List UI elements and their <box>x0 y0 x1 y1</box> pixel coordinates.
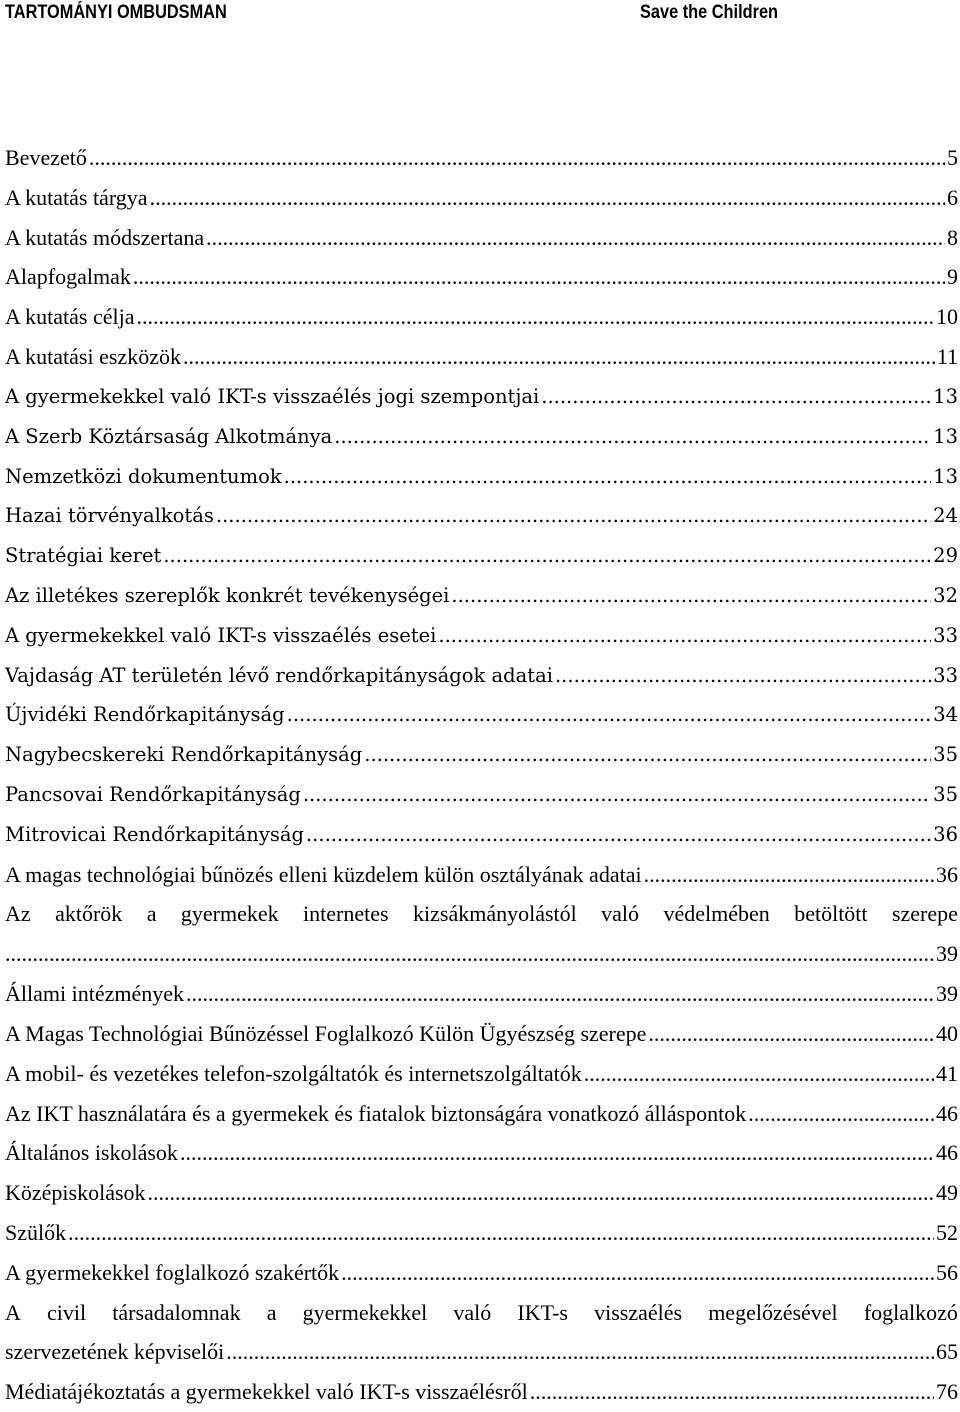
toc-entry-page: 13 <box>933 384 958 408</box>
toc-entry-title-word: A <box>5 1299 21 1325</box>
toc-leader <box>451 576 931 616</box>
toc-entry-title-word: Az <box>5 901 31 927</box>
toc-entry-title-word: társadalomnak <box>112 1299 241 1325</box>
toc-leader <box>216 496 931 536</box>
toc-entry[interactable] <box>5 815 958 855</box>
toc-entry-title: Hazai törvényalkotás <box>5 504 214 528</box>
toc-entry-title-word: szerepe <box>891 901 958 927</box>
toc-leader <box>148 1173 934 1213</box>
toc-entry-page: 32 <box>933 583 958 607</box>
toc-leader <box>226 1332 934 1372</box>
toc-entry-title: Vajdaság AT területén lévő rendőrkapitányságok adatai <box>5 663 553 687</box>
toc-entry-title: Bevezető <box>5 145 87 170</box>
toc-entry-page: 10 <box>936 304 958 330</box>
toc-entry-title: Állami intézmények <box>5 981 184 1007</box>
toc-entry-page: 39 <box>936 981 958 1007</box>
toc-entry-page: 46 <box>936 1100 958 1126</box>
toc-leader <box>206 218 945 258</box>
toc-entry-page: 49 <box>936 1180 958 1206</box>
toc-entry-title-word: betöltött <box>794 901 868 927</box>
toc-entry[interactable] <box>5 974 958 1014</box>
toc-leader <box>137 297 934 337</box>
toc-entry[interactable] <box>5 1094 958 1134</box>
toc-entry-title-word: visszaélés <box>594 1299 683 1325</box>
toc-entry-page: 52 <box>936 1219 958 1245</box>
toc-entry-page: 8 <box>947 224 958 250</box>
toc-leader <box>303 775 931 815</box>
toc-entry-title: Általános iskolások <box>5 1140 178 1166</box>
toc-entry[interactable] <box>5 1372 958 1412</box>
toc-entry-title-word: a <box>146 901 157 927</box>
toc-entry-title-word: védelmében <box>663 901 770 927</box>
toc-entry-title: A gyermekekkel való IKT-s visszaélés esetei <box>5 623 437 647</box>
toc-entry-title: Nagybecskereki Rendőrkapitányság <box>5 743 363 767</box>
toc-entry-title: A magas technológiai bűnözés elleni küzdelem külön osztályának adatai <box>5 861 642 887</box>
toc-entry-page: 33 <box>933 663 958 687</box>
toc-leader <box>89 138 945 178</box>
toc-leader <box>183 337 935 377</box>
toc-entry-title-tail: szervezetének képviselői <box>5 1339 225 1365</box>
toc-leader <box>186 974 934 1014</box>
toc-entry-title-word: való <box>453 1299 492 1325</box>
toc-entry-title-word: internetes <box>303 901 389 927</box>
toc-entry-title: Pancsovai Rendőrkapitányság <box>5 783 301 806</box>
toc-leader <box>306 815 931 855</box>
toc-entry-title: Az IKT használatára és a gyermekek és fiatalok biztonságára vonatkozó álláspontok <box>5 1100 747 1126</box>
toc-entry[interactable] <box>5 1253 958 1293</box>
toc-entry[interactable] <box>5 457 958 497</box>
toc-entry-title: A gyermekekkel való IKT-s visszaélés jogi szempontjai <box>5 384 540 408</box>
toc-entry[interactable] <box>5 775 958 815</box>
toc-entry-title: A kutatás módszertana <box>5 224 205 250</box>
toc-entry[interactable] <box>5 1054 958 1094</box>
toc-entry-title-word: aktőrök <box>55 901 123 927</box>
toc-entry[interactable] <box>5 377 958 417</box>
toc-entry-page: 36 <box>933 822 958 846</box>
toc-entry-title: Médiatájékoztatás a gyermekekkel való IKT-s visszaélésről <box>5 1379 528 1405</box>
toc-entry-title: Az illetékes szereplők konkrét tevékenységei <box>5 583 450 607</box>
toc-entry-page: 5 <box>947 145 958 170</box>
toc-entry[interactable] <box>5 656 958 696</box>
toc-leader <box>334 417 931 457</box>
toc-entry-page: 41 <box>936 1060 958 1086</box>
toc-entry[interactable] <box>5 576 958 616</box>
toc-entry-title-word: gyermekek <box>180 901 279 927</box>
toc-entry-title-word: gyermekekkel <box>302 1299 428 1325</box>
toc-entry[interactable] <box>5 496 958 536</box>
toc-leader <box>364 735 931 775</box>
toc-entry-title-word: kizsákmányolástól <box>413 901 577 927</box>
toc-entry-title: A gyermekekkel foglalkozó szakértők <box>5 1259 340 1285</box>
toc-leader <box>133 257 945 297</box>
toc-leader <box>287 695 932 735</box>
toc-entry-page: 46 <box>936 1140 958 1166</box>
toc-entry[interactable] <box>5 138 958 178</box>
toc-entry-title: Szülők <box>5 1219 67 1245</box>
toc-entry-page: 13 <box>933 424 958 448</box>
toc-entry[interactable] <box>5 735 958 775</box>
toc-entry-title: A Szerb Köztársaság Alkotmánya <box>5 424 333 448</box>
toc-leader <box>530 1372 934 1412</box>
toc-entry[interactable] <box>5 218 958 258</box>
toc-entry-title-word: foglalkozó <box>863 1299 958 1325</box>
toc-entry-title: A mobil- és vezetékes telefon-szolgáltatók és internetszolgáltatók <box>5 1060 582 1086</box>
toc-entry-page: 33 <box>933 623 958 647</box>
toc-leader <box>68 1213 934 1253</box>
table-of-contents <box>5 138 958 1412</box>
toc-entry-title-word: való <box>601 901 640 927</box>
toc-leader <box>438 616 931 656</box>
toc-entry[interactable] <box>5 1133 958 1173</box>
toc-leader <box>541 377 931 417</box>
toc-entry-page: 76 <box>936 1379 958 1405</box>
toc-entry-title: A kutatás tárgya <box>5 184 148 210</box>
toc-entry-page: 35 <box>933 783 958 806</box>
toc-leader <box>748 1094 934 1134</box>
toc-leader <box>284 457 932 497</box>
toc-entry-title: Mitrovicai Rendőrkapitányság <box>5 822 304 846</box>
toc-entry-title-line-1 <box>5 1293 958 1333</box>
header-right-title: Save the Children <box>640 2 779 23</box>
toc-entry-title: Újvidéki Rendőrkapitányság <box>5 703 285 727</box>
toc-entry-page: 65 <box>936 1339 958 1365</box>
toc-entry[interactable] <box>5 1014 958 1054</box>
toc-leader <box>341 1253 934 1293</box>
toc-entry[interactable] <box>5 297 958 337</box>
toc-entry-wrapped[interactable] <box>5 1293 958 1373</box>
toc-entry-page: 56 <box>936 1259 958 1285</box>
toc-entry-page: 40 <box>936 1020 958 1046</box>
toc-entry-page: 39 <box>936 941 958 967</box>
toc-entry-page: 11 <box>936 344 958 370</box>
toc-entry-title: A Magas Technológiai Bűnözéssel Foglalkozó Külön Ügyészség szerepe <box>5 1020 647 1046</box>
toc-leader <box>163 536 931 576</box>
header-left-title: TARTOMÁNYI OMBUDSMAN <box>5 2 227 23</box>
toc-leader <box>150 178 945 218</box>
toc-entry-wrapped[interactable] <box>5 894 958 974</box>
toc-leader <box>584 1054 934 1094</box>
toc-entry-page: 9 <box>947 264 958 290</box>
toc-entry[interactable] <box>5 695 958 735</box>
toc-entry-page: 29 <box>933 544 958 568</box>
page-header <box>0 0 960 30</box>
toc-entry-title: Középiskolások <box>5 1180 146 1206</box>
toc-entry-page: 36 <box>936 861 958 887</box>
toc-entry[interactable] <box>5 1173 958 1213</box>
toc-entry-title-word: megelőzésével <box>708 1299 838 1325</box>
toc-leader <box>648 1014 934 1054</box>
toc-entry-page: 6 <box>947 184 958 210</box>
toc-entry[interactable] <box>5 337 958 377</box>
toc-entry-title-word: civil <box>47 1299 87 1325</box>
toc-entry[interactable] <box>5 417 958 457</box>
toc-entry-title: Alapfogalmak <box>5 264 131 290</box>
toc-entry-page: 35 <box>933 743 958 767</box>
toc-entry[interactable] <box>5 257 958 297</box>
toc-entry-title-word: a <box>266 1299 277 1325</box>
toc-leader <box>180 1133 934 1173</box>
toc-entry[interactable] <box>5 1213 958 1253</box>
toc-entry-title: Nemzetközi dokumentumok <box>5 464 282 488</box>
toc-entry[interactable] <box>5 178 958 218</box>
toc-entry-page: 34 <box>933 703 958 727</box>
toc-entry-title: A kutatási eszközök <box>5 344 181 370</box>
toc-leader <box>5 934 934 974</box>
toc-entry[interactable] <box>5 616 958 656</box>
toc-entry-title: Stratégiai keret <box>5 544 162 568</box>
toc-entry-title-line-2 <box>5 1332 958 1372</box>
toc-entry-page: 24 <box>933 504 958 528</box>
toc-leader <box>555 656 931 696</box>
toc-entry-title-word: IKT-s <box>517 1299 568 1325</box>
toc-entry[interactable] <box>5 855 958 895</box>
toc-entry[interactable] <box>5 536 958 576</box>
toc-entry-page: 13 <box>933 464 958 488</box>
toc-entry-title: A kutatás célja <box>5 304 135 330</box>
toc-leader <box>644 855 934 895</box>
